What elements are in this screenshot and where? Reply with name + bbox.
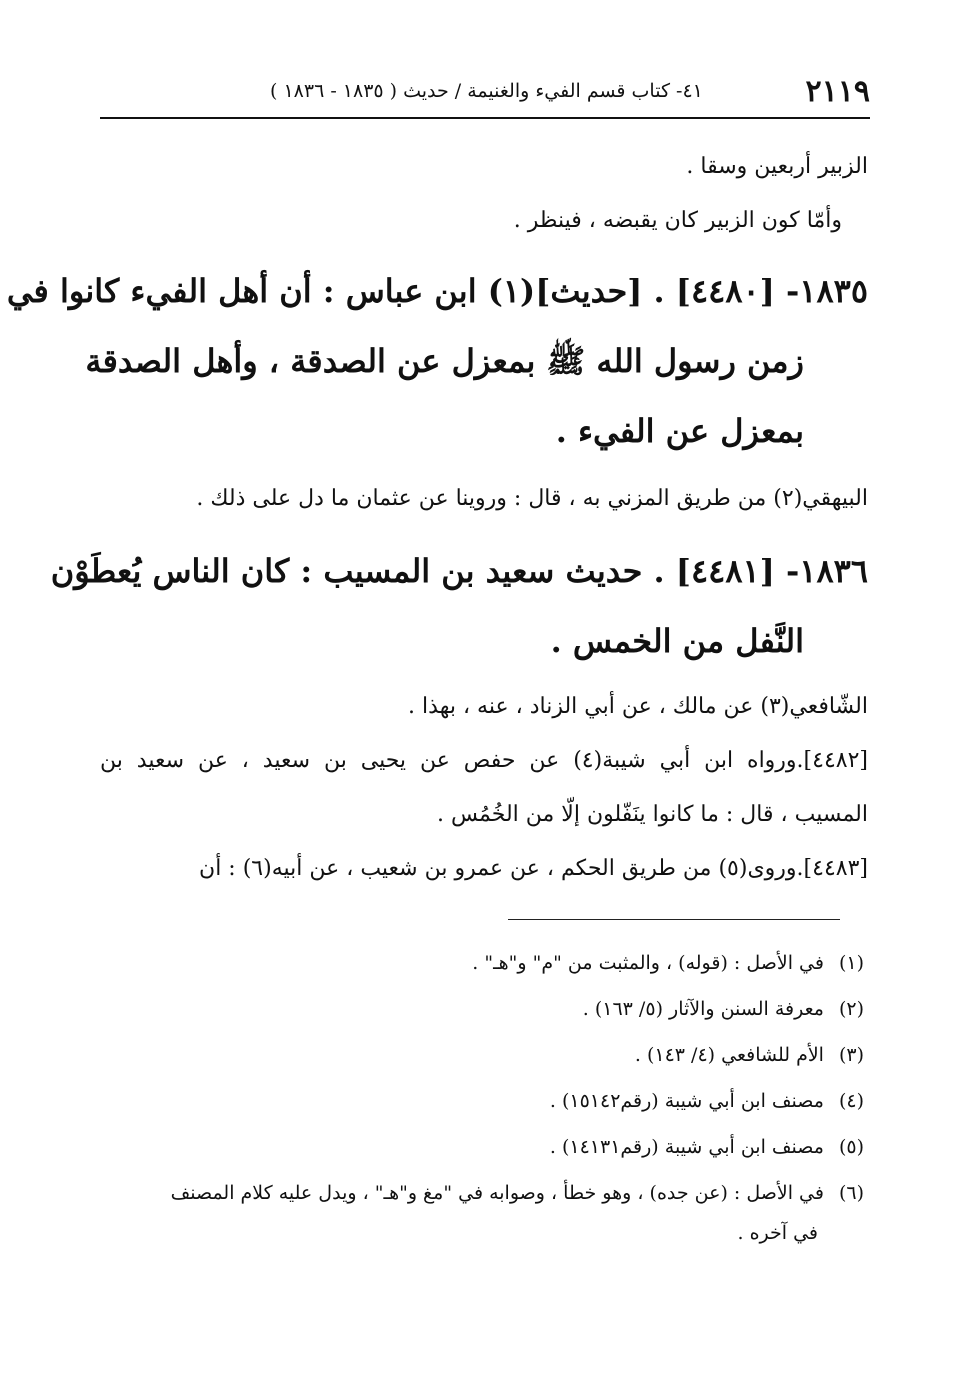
footnote-text: الأم للشافعي (٤/ ١٤٣) . [634,1044,824,1066]
page-header [100,70,870,114]
footnote-text: مصنف ابن أبي شيبة (رقم١٤١٣١) . [549,1136,824,1158]
footnote-number: (٣) [838,1044,864,1066]
header-rule [100,117,870,119]
footnote [100,1090,864,1112]
narration-4483: [٤٤٨٣].وروى(٥) من طريق الحكم ، عن عمرو بن شعيب ، عن أبيه(٦) : أن [199,856,868,881]
running-title: ٤١- كتاب قسم الفيء والغنيمة / حديث ( ١٨٣٥ - ١٨٣٦ ) [270,80,703,102]
footnote-continuation: في آخره . [737,1222,818,1244]
footnote-rule [508,919,840,920]
hadith-1835-text: زمن رسول الله ﷺ بمعزل عن الصدقة ، وأهل الصدقة [85,342,804,380]
footnote-number: (٢) [838,998,864,1020]
takhrij-line: الشّافعي(٣) عن مالك ، عن أبي الزناد ، عنه ، بهذا . [408,694,868,719]
footnote-text: في الأصل : (قوله) ، والمثبت من "م" و"هـ" . [472,952,824,974]
hadith-1836-text: النَّفل من الخمس . [550,622,804,660]
footnote-text: مصنف ابن أبي شيبة (رقم١٥١٤٢) . [549,1090,824,1112]
footnote-text: في الأصل : (عن جده) ، وهو خطأ ، وصوابه في "مغ و"هـ" ، ويدل عليه كلام المصنف [170,1182,824,1204]
footnote [100,1136,864,1158]
body-line: الزبير أربعين وسقا . [686,154,868,179]
footnote [100,1044,864,1066]
body-line: وأمّا كون الزبير كان يقبضه ، فينظر . [513,208,842,233]
footnote-text: معرفة السنن والآثار (٥/ ١٦٣) . [582,998,824,1020]
page-number: ٢١١٩ [805,74,870,109]
footnote [100,998,864,1020]
hadith-1835-heading: ١٨٣٥- [٤٤٨٠] . [حديث](١) ابن عباس : أن أهل الفيء كانوا في [6,272,868,310]
footnote-number: (١) [838,952,864,974]
footnote [100,1182,864,1204]
takhrij-line: البيهقي(٢) من طريق المزني به ، قال : وروينا عن عثمان ما دل على ذلك . [196,486,868,511]
narration-4482-cont: المسيب ، قال : ما كانوا ينَفّلون إلّا من الخُمُس . [437,802,868,827]
footnote-number: (٦) [838,1182,864,1204]
footnote [100,952,864,974]
footnote-number: (٥) [838,1136,864,1158]
hadith-1835-text: بمعزل عن الفيء . [555,412,804,450]
narration-4482: [٤٤٨٢].ورواه ابن أبي شيبة(٤) عن حفص عن يحيى بن سعيد ، عن سعيد بن [100,748,868,773]
footnote-number: (٤) [838,1090,864,1112]
hadith-1836-heading: ١٨٣٦- [٤٤٨١] . حديث سعيد بن المسيب : كان الناس يُعطَوْن [50,552,868,590]
